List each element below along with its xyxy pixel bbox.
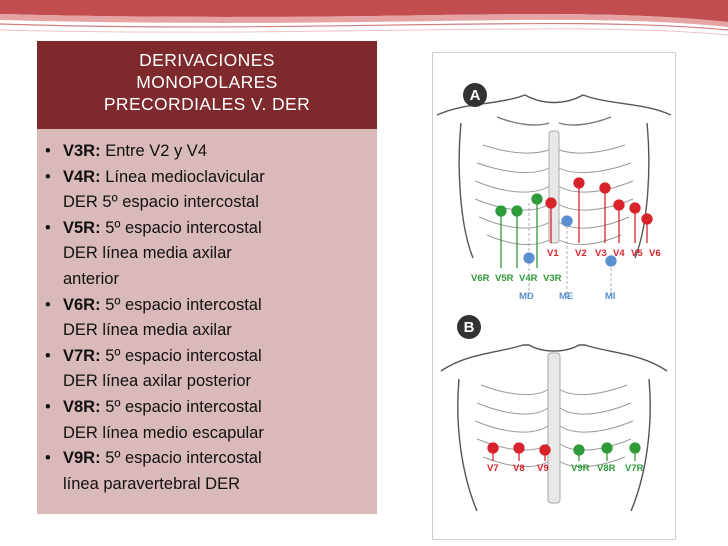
label-v6r: V6R bbox=[471, 273, 490, 284]
electrode-figure bbox=[432, 52, 676, 540]
electrodes-posterior-right bbox=[574, 443, 640, 461]
lead-desc-continued: DER línea medio escapular bbox=[63, 423, 264, 442]
list-item-v4r bbox=[45, 165, 377, 216]
label-v7: V7 bbox=[487, 463, 499, 474]
lead-name: V9R: bbox=[63, 449, 101, 468]
v-lead-labels bbox=[547, 248, 661, 259]
panel-b-spine bbox=[475, 353, 633, 503]
bullet: • bbox=[45, 346, 51, 365]
title-line-2: MONOPOLARES bbox=[136, 72, 278, 92]
bullet: • bbox=[45, 167, 51, 186]
label-v8: V8 bbox=[513, 463, 525, 474]
label-me: ME bbox=[559, 291, 574, 302]
m-lead-labels bbox=[519, 291, 616, 302]
list-item-v5r bbox=[45, 216, 377, 293]
lead-desc: 5º espacio intercostal bbox=[105, 449, 262, 468]
lead-name: V4R: bbox=[63, 167, 101, 186]
lead-name: V5R: bbox=[63, 218, 101, 237]
panel-b-letter bbox=[457, 315, 481, 339]
label-v4: V4 bbox=[613, 248, 625, 259]
bullet: • bbox=[45, 449, 51, 468]
lead-desc-continued: DER línea media axilar bbox=[63, 321, 232, 340]
panel-a-letter bbox=[463, 83, 487, 107]
lead-desc-continued: DER 5º espacio intercostal bbox=[63, 193, 259, 212]
lead-desc-continued: línea paravertebral DER bbox=[63, 474, 241, 493]
panel-letter-b: B bbox=[463, 319, 475, 336]
posterior-vr-labels bbox=[571, 463, 644, 474]
title-line-3: PRECORDIALES V. DER bbox=[103, 94, 311, 114]
vr-lead-labels bbox=[471, 273, 562, 284]
list-item-v6r bbox=[45, 293, 377, 344]
label-v5: V5 bbox=[631, 248, 643, 259]
header-banner bbox=[0, 0, 728, 40]
label-v1: V1 bbox=[547, 248, 559, 259]
lead-desc-continued: DER línea axilar posterior bbox=[63, 372, 251, 391]
lead-name: V3R: bbox=[63, 142, 101, 160]
lead-desc-continued: anterior bbox=[63, 269, 119, 288]
lead-name: V7R: bbox=[63, 346, 101, 365]
lead-desc: 5º espacio intercostal bbox=[105, 295, 262, 314]
lead-desc: 5º espacio intercostal bbox=[105, 397, 262, 416]
label-v4r: V4R bbox=[519, 273, 538, 284]
electrodes-posterior-left bbox=[488, 443, 550, 461]
posterior-v-labels bbox=[487, 463, 549, 474]
label-v9r: V9R bbox=[571, 463, 590, 474]
list-item-v8r bbox=[45, 395, 377, 446]
list-item-v3r bbox=[45, 139, 377, 165]
label-v3r: V3R bbox=[543, 273, 562, 284]
lead-desc: Línea medioclavicular bbox=[105, 167, 265, 186]
electrode-diagram bbox=[433, 53, 675, 539]
label-md: MD bbox=[519, 291, 534, 302]
bullet: • bbox=[45, 295, 51, 314]
list-item-v7r bbox=[45, 344, 377, 395]
lead-name: V6R: bbox=[63, 295, 101, 314]
bullet: • bbox=[45, 397, 51, 416]
bullet: • bbox=[45, 218, 51, 237]
label-v3: V3 bbox=[595, 248, 607, 259]
lead-desc: 5º espacio intercostal bbox=[105, 346, 262, 365]
lead-desc: Entre V2 y V4 bbox=[105, 142, 207, 160]
panel-letter-a: A bbox=[469, 87, 481, 104]
label-v5r: V5R bbox=[495, 273, 514, 284]
lead-list bbox=[37, 129, 377, 514]
label-v8r: V8R bbox=[597, 463, 616, 474]
label-v7r: V7R bbox=[625, 463, 644, 474]
lead-desc-continued: DER línea media axilar bbox=[63, 244, 232, 263]
label-v9: V9 bbox=[537, 463, 549, 474]
label-v2: V2 bbox=[575, 248, 587, 259]
label-mi: MI bbox=[605, 291, 616, 302]
lead-desc: 5º espacio intercostal bbox=[105, 218, 262, 237]
electrodes-vr-leads bbox=[496, 194, 542, 268]
lead-name: V8R: bbox=[63, 397, 101, 416]
slide-title bbox=[37, 41, 377, 129]
label-v6: V6 bbox=[649, 248, 661, 259]
list-item-v9r bbox=[45, 446, 377, 497]
title-line-1: DERIVACIONES bbox=[139, 50, 275, 70]
bullet: • bbox=[45, 142, 51, 160]
